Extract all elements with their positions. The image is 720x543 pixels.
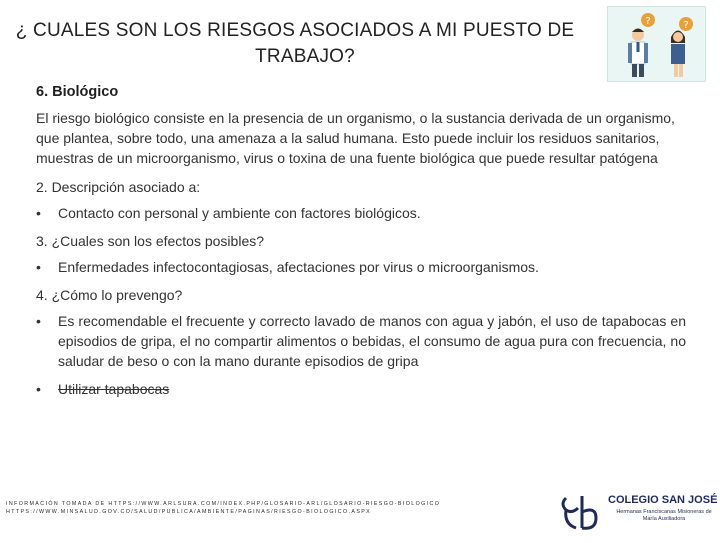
section-heading: 6. Biológico [36,84,119,100]
description-heading: 2. Descripción asociado a: [36,179,201,195]
school-subtitle: Hermanas Franciscanas Misioneras de María Auxiliadora [616,509,712,522]
list-item [36,311,686,371]
list-item-text: Contacto con personal y ambiente con factores biológicos. [58,205,421,221]
source-line-2: HTTPS://WWW.MINSALUD.GOV.CO/SALUD/PUBLICA/AMBIENTE/PAGINAS/RIESGO-BIOLOGICO.ASPX [6,509,372,515]
question-mark-icon [641,13,655,27]
prevention-heading: 4. ¿Cómo lo prevengo? [36,287,183,303]
bullet-icon: • [36,259,41,275]
man-figure [628,29,648,78]
woman-figure [671,31,685,78]
list-item-text: Utilizar tapabocas [58,381,170,397]
school-emblem-icon [556,488,606,538]
bullet-icon: • [36,381,41,397]
svg-text:?: ? [683,20,689,31]
source-footnote [6,500,546,516]
question-mark-icon [679,17,693,31]
bullet-icon: • [36,313,41,329]
list-item-text: Enfermedades infectocontagiosas, afectaciones por virus o microorganismos. [58,259,539,275]
effects-heading: 3. ¿Cuales son los efectos posibles? [36,233,265,249]
source-line-1: INFORMACIÓN TOMADA DE HTTPS://WWW.ARLSURA.COM/INDEX.PHP/GLOSARIO-ARL/GLOSARIO-RIESGO-BIOLOGICO [6,501,441,507]
slide-title-line-1: ¿ CUALES SON LOS RIESGOS ASOCIADOS A MI PUESTO DE [15,20,575,41]
slide-body [36,82,686,407]
definition-paragraph: El riesgo biológico consiste en la presencia de un organismo, o la sustancia derivada de un organismo, que plantea, sobre todo, una amenaza a la salud humana. Esto puede incluir los residuos sanitarios, muestras de un microorganismo, virus o toxina de una fuente biológica que puede resultar patógena [36,110,675,166]
question-people-illustration [607,6,706,82]
slide-title [0,18,600,70]
list-item [36,379,686,399]
bullet-icon: • [36,205,41,221]
slide-title-line-2: TRABAJO? [255,46,355,67]
svg-text:?: ? [645,16,651,27]
list-item-text: Es recomendable el frecuente y correcto lavado de manos con agua y jabón, el uso de tapabocas en episodios de gripa, el no compartir alimentos o bebidas, el consumo de agua pura con frecuencia, no saludar de beso o con la mano durante episodios de gripa [58,313,686,369]
list-item [36,257,686,277]
school-name: COLEGIO SAN JOSÉ [608,494,718,506]
list-item [36,203,686,223]
school-logo [556,488,718,538]
